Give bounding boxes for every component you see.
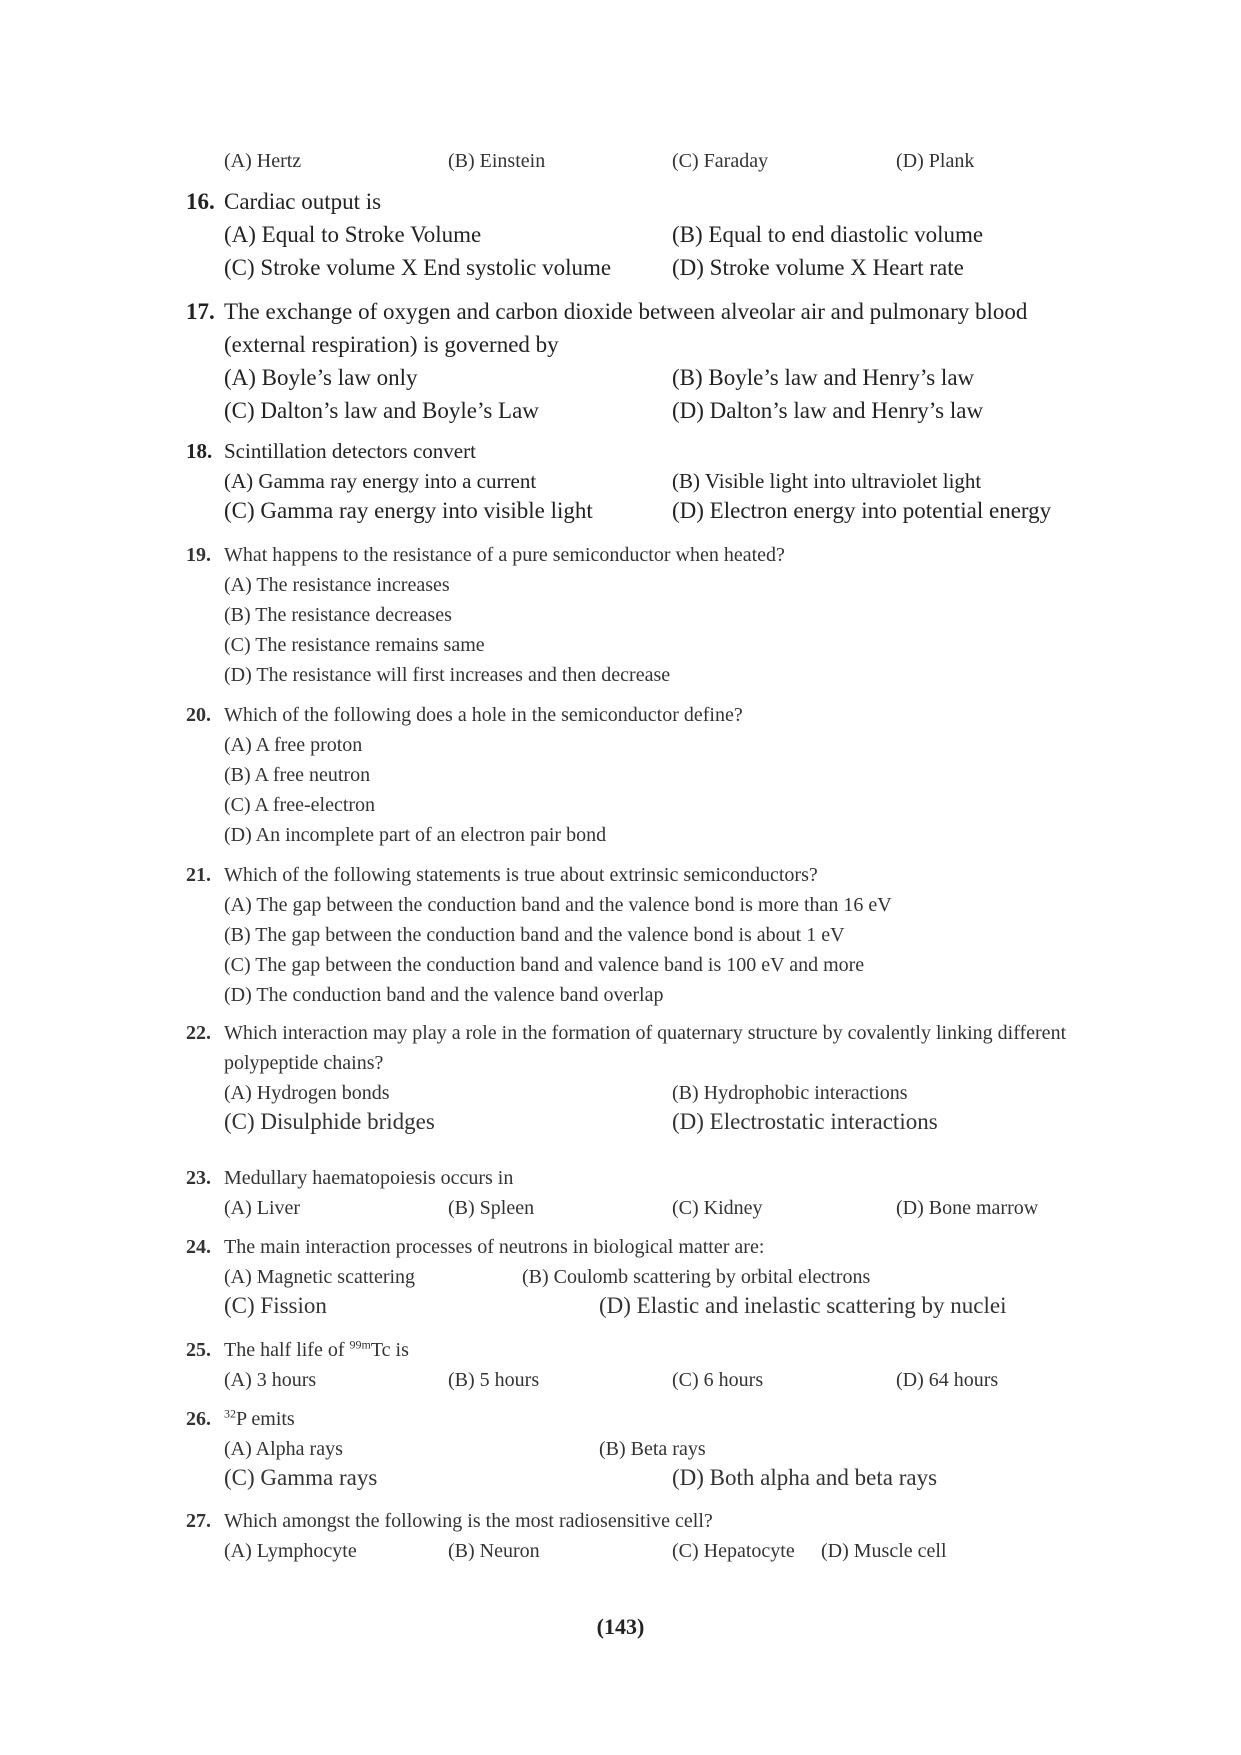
- question-22: [186, 1018, 1106, 1140]
- option-a: (A) Hydrogen bonds: [224, 1082, 390, 1104]
- question-text: Which amongst the following is the most radiosensitive cell?: [224, 1510, 713, 1532]
- option-c: (C) Dalton’s law and Boyle’s Law: [224, 398, 539, 424]
- question-text: Medullary haematopoiesis occurs in: [224, 1167, 514, 1189]
- option-b: (B) Visible light into ultraviolet light: [672, 469, 982, 493]
- option-d: (D) Elastic and inelastic scattering by nuclei: [599, 1293, 1007, 1318]
- question-17: [186, 295, 1106, 428]
- option-a: (A) Equal to Stroke Volume: [224, 222, 482, 247]
- isotope-mass: 99m: [349, 1337, 371, 1352]
- option-c: (C) Disulphide bridges: [224, 1109, 435, 1134]
- option-b: (B) Spleen: [448, 1197, 535, 1219]
- option-c: (C) Gamma ray energy into visible light: [224, 498, 593, 524]
- question-text: Which interaction may play a role in the formation of quaternary structure by covalently linking different polypeptide chains?: [224, 1022, 1067, 1074]
- option-b: (B) The gap between the conduction band and the valence bond is about 1 eV: [224, 924, 845, 946]
- option-c: (C) A free-electron: [224, 794, 376, 816]
- question-18: [186, 436, 1106, 530]
- question-number: 23.: [186, 1167, 211, 1189]
- option-d: (D) Plank: [896, 150, 975, 172]
- question-27: [186, 1506, 1106, 1565]
- option-a: (A) 3 hours: [224, 1369, 317, 1391]
- question-text-after: P emits: [236, 1408, 295, 1430]
- question-text: Which of the following does a hole in the semiconductor define?: [224, 704, 743, 726]
- option-b: (B) The resistance decreases: [224, 604, 452, 626]
- option-c: (C) 6 hours: [672, 1369, 764, 1391]
- question-number: 17.: [186, 299, 215, 324]
- option-d: (D) Muscle cell: [821, 1540, 947, 1562]
- question-text: Which of the following statements is true about extrinsic semiconductors?: [224, 864, 818, 886]
- question-text-after: Tc is: [370, 1339, 409, 1361]
- question-number: 24.: [186, 1236, 211, 1258]
- option-c: (C) The resistance remains same: [224, 634, 485, 656]
- option-d: (D) Stroke volume X Heart rate: [672, 255, 964, 281]
- question-text: The main interaction processes of neutrons in biological matter are:: [224, 1236, 765, 1258]
- option-c: (C) Hepatocyte: [672, 1540, 795, 1562]
- option-a: (A) The resistance increases: [224, 574, 450, 596]
- option-a: (A) Alpha rays: [224, 1438, 343, 1460]
- option-d: (D) The conduction band and the valence band overlap: [224, 984, 664, 1006]
- question-number: 20.: [186, 704, 211, 726]
- question-23: [186, 1163, 1106, 1222]
- option-d: (D) An incomplete part of an electron pair bond: [224, 824, 607, 846]
- option-a: (A) The gap between the conduction band and the valence bond is more than 16 eV: [224, 894, 892, 916]
- question-text-before: The half life of: [224, 1339, 350, 1361]
- question-19: [186, 540, 1106, 690]
- option-b: (B) Equal to end diastolic volume: [672, 222, 984, 247]
- option-b: (B) Hydrophobic interactions: [672, 1082, 908, 1104]
- option-a: (A) Gamma ray energy into a current: [224, 469, 537, 493]
- option-b: (B) Boyle’s law and Henry’s law: [672, 365, 975, 390]
- question-number: 22.: [186, 1022, 211, 1044]
- option-a: (A) Boyle’s law only: [224, 365, 418, 390]
- option-b: (B) Beta rays: [599, 1438, 706, 1460]
- question-number: 27.: [186, 1510, 211, 1532]
- question-text: Cardiac output is: [224, 189, 382, 214]
- question-25: [186, 1335, 1106, 1394]
- option-d: (D) Electrostatic interactions: [672, 1109, 938, 1134]
- question-26: [186, 1404, 1106, 1496]
- option-b: (B) 5 hours: [448, 1369, 540, 1391]
- option-c: (C) Kidney: [672, 1197, 763, 1219]
- option-c: (C) Stroke volume X End systolic volume: [224, 255, 612, 281]
- option-d: (D) 64 hours: [896, 1369, 999, 1391]
- option-d: (D) Bone marrow: [896, 1197, 1039, 1219]
- page-number: (143): [596, 1614, 645, 1639]
- option-a: (A) A free proton: [224, 734, 363, 756]
- option-b: (B) Neuron: [448, 1540, 540, 1562]
- question-number: 19.: [186, 544, 211, 566]
- question-number: 16.: [186, 189, 215, 214]
- option-d: (D) Electron energy into potential energy: [672, 498, 1052, 524]
- option-c: (C) Faraday: [672, 150, 769, 172]
- option-c: (C) Gamma rays: [224, 1465, 378, 1490]
- option-a: (A) Hertz: [224, 150, 302, 172]
- option-a: (A) Lymphocyte: [224, 1540, 357, 1562]
- option-b: (B) Coulomb scattering by orbital electrons: [522, 1266, 871, 1288]
- question-number: 25.: [186, 1339, 211, 1361]
- question-16: [186, 185, 1106, 285]
- option-d: (D) Both alpha and beta rays: [672, 1465, 938, 1490]
- question-24: [186, 1232, 1106, 1324]
- option-a: (A) Liver: [224, 1197, 301, 1219]
- option-d: (D) Dalton’s law and Henry’s law: [672, 398, 984, 424]
- question-text: The exchange of oxygen and carbon dioxide between alveolar air and pulmonary blood (external respiration) is governed by: [224, 299, 1028, 357]
- question-21: [186, 860, 1106, 1010]
- option-a: (A) Magnetic scattering: [224, 1266, 416, 1288]
- question-number: 18.: [186, 439, 213, 463]
- option-c: (C) Fission: [224, 1293, 327, 1318]
- option-d: (D) The resistance will first increases and then decrease: [224, 664, 671, 686]
- question-text: Scintillation detectors convert: [224, 439, 476, 463]
- question-20: [186, 700, 1106, 850]
- question-15-options: [186, 146, 1106, 175]
- question-number: 21.: [186, 864, 211, 886]
- question-number: 26.: [186, 1408, 211, 1430]
- option-b: (B) A free neutron: [224, 764, 371, 786]
- question-text: What happens to the resistance of a pure semiconductor when heated?: [224, 544, 785, 566]
- isotope-mass: 32: [224, 1406, 236, 1421]
- option-b: (B) Einstein: [448, 150, 546, 172]
- option-c: (C) The gap between the conduction band and valence band is 100 eV and more: [224, 954, 865, 976]
